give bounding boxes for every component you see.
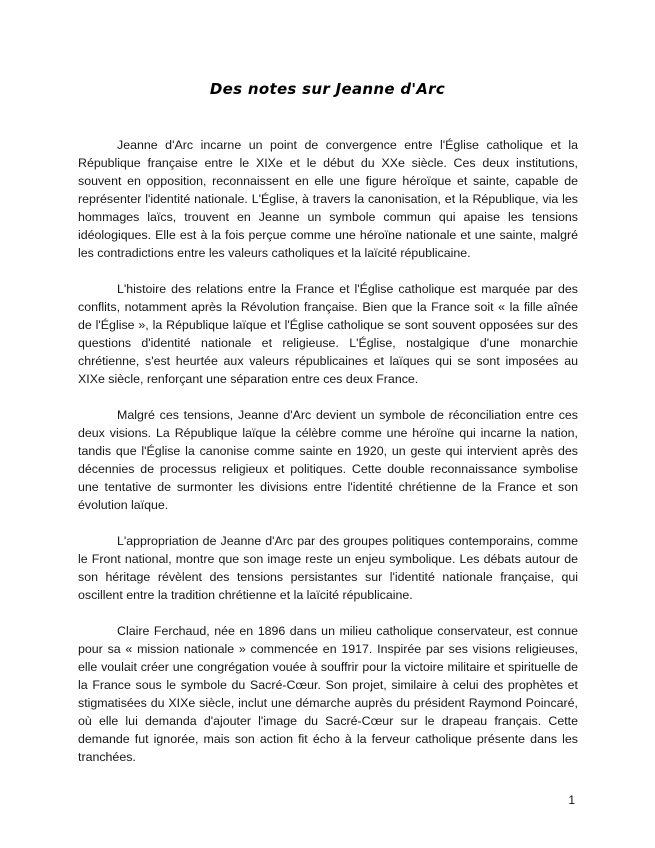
paragraph-4: L'appropriation de Jeanne d'Arc par des groupes politiques contemporains, comme le Front national, montre que son image reste un enjeu symbolique. Les débats autour de son héritage révèlent des tensions persistantes sur l'identité nationale française, qui oscillent entre la tradition chrétienne et la laïcité républicaine.	[78, 534, 578, 602]
paragraph-5: Claire Ferchaud, née en 1896 dans un milieu catholique conservateur, est connue pour sa « mission nationale » commencée en 1917. Inspirée par ses visions religieuses, elle voulait créer une congrégation vouée à souffrir pour la victoire militaire et spirituelle de la France sous le symbole du Sacré-Cœur. Son projet, similaire à celui des prophètes et stigmatisées du XIXe siècle, inclut une démarche auprès du président Raymond Poincaré, où elle lui demanda d'ajouter l'image du Sacré-Cœur sur le drapeau français. Cette demande fut ignorée, mais son action fit écho à la ferveur catholique présente dans les tranchées.	[78, 624, 578, 764]
paragraph-3: Malgré ces tensions, Jeanne d'Arc devient un symbole de réconciliation entre ces deux visions. La République laïque la célèbre comme une héroïne qui incarne la nation, tandis que l'Église la canonise comme sainte en 1920, un geste qui intervient après des décennies de processus religieux et politiques. Cette double reconnaissance symbolise une tentative de surmonter les divisions entre l'identité chrétienne de la France et son évolution laïque.	[78, 408, 578, 512]
page-title: Des notes sur Jeanne d'Arc	[209, 80, 446, 98]
paragraph-2: L'histoire des relations entre la France et l'Église catholique est marquée par des conflits, notamment après la Révolution française. Bien que la France soit « la fille aînée de l'Église », la République laïque et l'Église catholique se sont souvent opposées sur des questions d'identité nationale et religieuse. L'Église, nostalgique d'une monarchie chrétienne, s'est heurtée aux valeurs républicaines et laïques qui se sont imposées au XIXe siècle, renforçant une séparation entre ces deux France.	[78, 282, 578, 386]
paragraph-1: Jeanne d'Arc incarne un point de convergence entre l'Église catholique et la République française entre le XIXe et le début du XXe siècle. Ces deux institutions, souvent en opposition, reconnaissent en elle une figure héroïque et sainte, capable de représenter l'identité nationale. L'Église, à travers la canonisation, et la République, via les hommages laïcs, trouvent en Jeanne un symbole commun qui apaise les tensions idéologiques. Elle est à la fois perçue comme une héroïne nationale et une sainte, malgré les contradictions entre les valeurs catholiques et la laïcité républicaine.	[78, 138, 578, 260]
document-body	[78, 136, 578, 784]
page-number: 1	[568, 793, 575, 807]
